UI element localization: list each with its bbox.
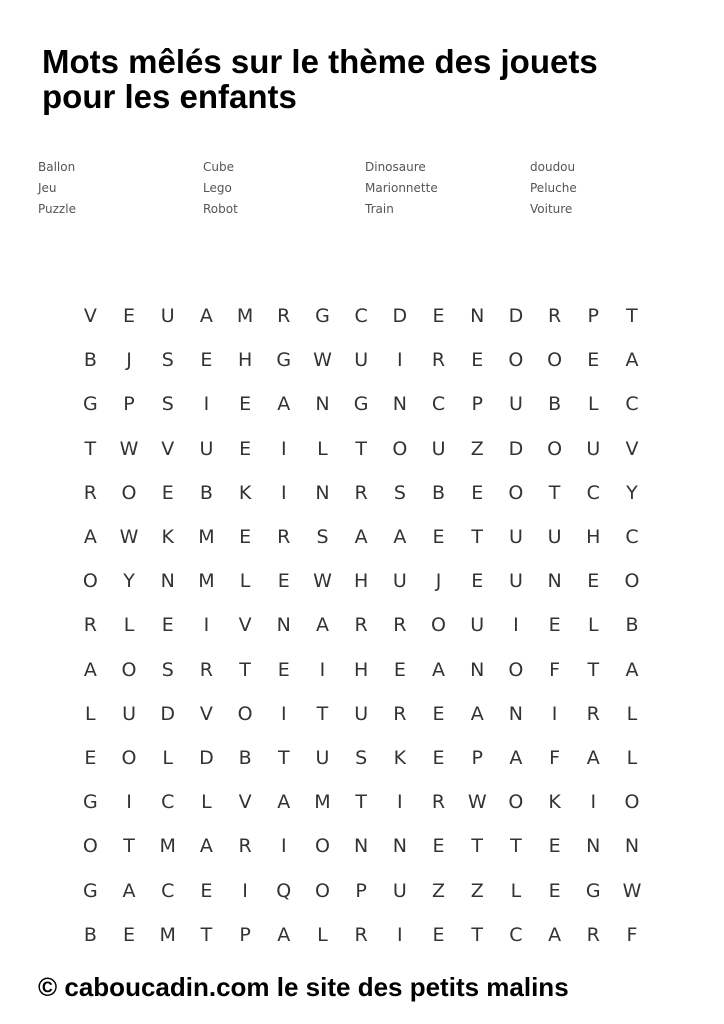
grid-letter: A <box>83 526 97 549</box>
grid-letter: B <box>548 393 562 416</box>
grid-letter: E <box>587 349 600 372</box>
grid-letter: E <box>277 570 290 593</box>
grid-letter: M <box>198 526 215 549</box>
grid-letter: R <box>354 923 368 946</box>
grid-letter: J <box>435 570 442 593</box>
grid-letter: N <box>470 305 485 328</box>
grid-letter: R <box>547 305 562 328</box>
grid-letter: E <box>432 923 445 946</box>
grid-letter: A <box>199 305 213 328</box>
grid-letter: N <box>392 835 407 858</box>
grid-letter: E <box>239 393 252 416</box>
grid-letter: E <box>84 746 97 769</box>
grid-letter: U <box>508 393 523 416</box>
grid-letter: D <box>199 746 214 769</box>
grid-letter: H <box>354 658 369 681</box>
grid-letter: B <box>625 614 639 637</box>
word-item: Puzzle <box>38 202 76 216</box>
grid-letter: C <box>625 393 639 416</box>
grid-letter: J <box>126 349 132 372</box>
grid-letter: R <box>431 349 446 372</box>
grid-letter: T <box>316 702 329 725</box>
grid-letter: T <box>510 835 522 858</box>
grid-letter: E <box>200 879 213 902</box>
grid-letter: E <box>123 305 136 328</box>
grid-letter: T <box>239 658 251 681</box>
grid-letter: E <box>161 614 174 637</box>
grid-letter: E <box>471 570 484 593</box>
grid-letter: M <box>159 835 176 858</box>
grid-letter: C <box>431 393 446 416</box>
grid-letter: U <box>470 614 485 637</box>
grid-letter: I <box>280 835 287 858</box>
grid-letter: L <box>123 614 135 637</box>
grid-letter: N <box>508 702 524 725</box>
grid-letter: C <box>161 879 175 902</box>
grid-letter: O <box>237 702 253 725</box>
grid-letter: D <box>392 305 408 328</box>
grid-letter: L <box>317 437 328 460</box>
grid-letter: D <box>160 702 176 725</box>
grid-letter: I <box>203 614 210 637</box>
grid-letter: U <box>122 702 136 725</box>
grid-letter: U <box>315 746 330 769</box>
grid-letter: B <box>83 349 97 372</box>
grid-letter: M <box>236 305 254 328</box>
word-item: Lego <box>203 181 232 195</box>
grid-letter: S <box>161 393 174 416</box>
grid-letter: R <box>393 702 407 725</box>
grid-letter: C <box>586 481 600 504</box>
grid-letter: E <box>432 305 445 328</box>
grid-letter: Y <box>626 481 638 504</box>
grid-letter: P <box>587 305 600 328</box>
grid-letter: M <box>159 923 176 946</box>
grid-letter: U <box>160 305 175 328</box>
grid-letter: S <box>161 349 174 372</box>
grid-letter: A <box>315 614 329 637</box>
word-list <box>38 160 698 223</box>
grid-letter: R <box>199 658 213 681</box>
grid-letter: O <box>508 791 524 814</box>
grid-letter: R <box>586 923 600 946</box>
grid-letter: R <box>83 481 97 504</box>
grid-letter: A <box>83 658 97 681</box>
grid-letter: D <box>508 437 524 460</box>
grid-letter: N <box>315 481 330 504</box>
grid-letter: E <box>432 835 445 858</box>
word-item: Ballon <box>38 160 76 174</box>
grid-letter: I <box>397 791 403 814</box>
grid-letter: O <box>82 835 98 858</box>
grid-letter: T <box>355 437 367 460</box>
grid-letter: O <box>508 658 524 681</box>
grid-letter: S <box>393 481 406 504</box>
grid-letter: G <box>353 393 369 416</box>
grid-letter: T <box>471 526 484 549</box>
grid-letter: T <box>123 835 135 858</box>
grid-letter: L <box>510 879 522 902</box>
grid-letter: G <box>82 879 98 902</box>
grid-letter: A <box>277 393 291 416</box>
grid-letter: E <box>471 481 484 504</box>
grid-letter: U <box>431 437 446 460</box>
grid-letter: V <box>238 614 252 637</box>
grid-letter: S <box>161 658 174 681</box>
grid-letter: T <box>548 481 561 504</box>
grid-letter: A <box>277 791 291 814</box>
grid-letter: K <box>393 746 407 769</box>
grid-letter: E <box>432 526 445 549</box>
grid-letter: U <box>392 570 407 593</box>
grid-letter: N <box>547 570 562 593</box>
grid-letter: R <box>586 702 600 725</box>
grid-letter: E <box>123 923 136 946</box>
grid-letter: L <box>85 702 96 725</box>
grid-letter: L <box>162 746 174 769</box>
grid-letter: W <box>313 570 332 593</box>
grid-letter: R <box>393 614 407 637</box>
grid-letter: L <box>587 393 599 416</box>
grid-letter: E <box>277 658 290 681</box>
grid-letter: I <box>590 791 597 814</box>
grid-letter: H <box>237 349 253 372</box>
grid-letter: A <box>122 879 136 902</box>
letter-grid <box>71 294 654 957</box>
grid-letter: O <box>547 349 563 372</box>
grid-letter: T <box>471 923 484 946</box>
grid-letter: P <box>471 746 483 769</box>
grid-letter: E <box>432 746 445 769</box>
grid-letter: E <box>200 349 213 372</box>
grid-letter: C <box>625 526 639 549</box>
grid-letter: I <box>513 614 519 637</box>
grid-letter: G <box>585 879 601 902</box>
grid-letter: U <box>547 526 562 549</box>
grid-letter: O <box>121 746 137 769</box>
word-item: Marionnette <box>365 181 438 195</box>
title-line-1: Mots mêlés sur le thème des jouets <box>42 43 598 80</box>
grid-letter: V <box>199 702 213 725</box>
grid-letter: K <box>548 791 561 814</box>
grid-letter: M <box>314 791 331 814</box>
grid-letter: O <box>121 481 137 504</box>
grid-letter: I <box>397 349 403 372</box>
grid-letter: I <box>280 481 287 504</box>
grid-letter: E <box>548 614 561 637</box>
grid-letter: A <box>509 746 523 769</box>
grid-letter: F <box>549 746 561 769</box>
grid-letter: U <box>392 879 407 902</box>
grid-letter: V <box>161 437 175 460</box>
page-title <box>42 44 702 114</box>
grid-letter: R <box>83 614 97 637</box>
grid-letter: A <box>432 658 446 681</box>
grid-letter: I <box>551 702 558 725</box>
grid-letter: R <box>277 305 291 328</box>
grid-letter: A <box>354 526 368 549</box>
word-item: Robot <box>203 202 238 216</box>
grid-letter: N <box>470 658 485 681</box>
grid-letter: U <box>508 570 523 593</box>
grid-letter: I <box>280 437 287 460</box>
title-line-2: pour les enfants <box>42 78 297 115</box>
grid-letter: A <box>625 658 639 681</box>
grid-letter: R <box>431 791 446 814</box>
grid-letter: A <box>199 835 213 858</box>
footer-credit: © caboucadin.com le site des petits malins <box>38 972 569 1002</box>
grid-letter: N <box>586 835 601 858</box>
grid-letter: W <box>119 526 139 549</box>
grid-letter: I <box>242 879 248 902</box>
grid-letter: N <box>160 570 175 593</box>
grid-letter: O <box>508 481 524 504</box>
grid-letter: I <box>319 658 326 681</box>
grid-letter: C <box>509 923 523 946</box>
grid-letter: O <box>121 658 137 681</box>
grid-letter: U <box>354 349 369 372</box>
grid-letter: B <box>199 481 213 504</box>
grid-letter: Z <box>470 437 484 460</box>
grid-letter: L <box>239 570 251 593</box>
grid-letter: E <box>471 349 484 372</box>
grid-letter: N <box>354 835 369 858</box>
grid-letter: U <box>586 437 601 460</box>
grid-letter: A <box>393 526 407 549</box>
word-item: Voiture <box>530 202 573 216</box>
grid-letter: P <box>471 393 483 416</box>
grid-letter: U <box>199 437 214 460</box>
grid-letter: W <box>313 349 332 372</box>
grid-letter: O <box>508 349 524 372</box>
grid-letter: A <box>625 349 639 372</box>
grid-letter: V <box>625 437 639 460</box>
grid-letter: B <box>83 923 97 946</box>
grid-letter: P <box>123 393 135 416</box>
grid-letter: T <box>277 746 290 769</box>
grid-letter: G <box>276 349 292 372</box>
grid-letter: W <box>622 879 642 902</box>
grid-letter: O <box>624 791 640 814</box>
grid-letter: L <box>317 923 328 946</box>
grid-letter: O <box>82 570 98 593</box>
grid-letter: K <box>161 526 174 549</box>
grid-letter: T <box>626 305 638 328</box>
grid-letter: R <box>277 526 291 549</box>
grid-letter: I <box>397 923 403 946</box>
grid-letter: Z <box>432 879 446 902</box>
grid-letter: C <box>354 305 368 328</box>
grid-letter: K <box>238 481 252 504</box>
grid-letter: U <box>354 702 369 725</box>
grid-letter: A <box>277 923 291 946</box>
grid-letter: V <box>83 305 97 328</box>
grid-letter: O <box>392 437 408 460</box>
grid-letter: I <box>126 791 132 814</box>
grid-letter: S <box>316 526 329 549</box>
grid-letter: E <box>548 835 561 858</box>
grid-letter: E <box>161 481 174 504</box>
grid-letter: R <box>354 614 368 637</box>
grid-letter: T <box>587 658 600 681</box>
grid-letter: U <box>508 526 523 549</box>
grid-letter: I <box>280 702 287 725</box>
word-item: Jeu <box>38 181 57 195</box>
grid-letter: F <box>626 923 638 946</box>
grid-letter: A <box>586 746 600 769</box>
grid-letter: V <box>238 791 252 814</box>
grid-letter: T <box>200 923 213 946</box>
grid-letter: P <box>355 879 367 902</box>
grid-letter: B <box>238 746 252 769</box>
grid-letter: O <box>547 437 563 460</box>
grid-letter: C <box>161 791 175 814</box>
grid-letter: M <box>198 570 215 593</box>
word-item: Cube <box>203 160 234 174</box>
grid-letter: H <box>354 570 369 593</box>
grid-letter: B <box>432 481 446 504</box>
grid-letter: E <box>393 658 406 681</box>
grid-letter: L <box>626 702 638 725</box>
word-item: Train <box>365 202 394 216</box>
grid-letter: O <box>431 614 447 637</box>
grid-letter: H <box>586 526 601 549</box>
word-item: Peluche <box>530 181 577 195</box>
grid-letter: O <box>314 879 330 902</box>
grid-letter: P <box>239 923 251 946</box>
grid-letter: T <box>84 437 97 460</box>
grid-letter: A <box>470 702 484 725</box>
grid-letter: W <box>119 437 139 460</box>
grid-letter: S <box>355 746 368 769</box>
grid-letter: R <box>238 835 252 858</box>
grid-letter: N <box>624 835 640 858</box>
grid-letter: Y <box>123 570 135 593</box>
grid-letter: N <box>392 393 407 416</box>
grid-letter: O <box>624 570 640 593</box>
grid-letter: D <box>508 305 524 328</box>
grid-letter: L <box>626 746 638 769</box>
grid-letter: N <box>276 614 291 637</box>
grid-letter: E <box>239 437 252 460</box>
grid-letter: O <box>314 835 330 858</box>
grid-letter: Z <box>470 879 484 902</box>
grid-letter: E <box>239 526 252 549</box>
grid-letter: E <box>587 570 600 593</box>
grid-letter: R <box>354 481 368 504</box>
grid-letter: Q <box>276 879 292 902</box>
grid-letter: F <box>549 658 561 681</box>
grid-letter: E <box>548 879 561 902</box>
grid-letter: T <box>355 791 367 814</box>
grid-letter: G <box>82 393 98 416</box>
grid-letter: A <box>548 923 562 946</box>
grid-letter: T <box>471 835 484 858</box>
grid-letter: L <box>201 791 212 814</box>
grid-letter: G <box>82 791 98 814</box>
grid-letter: N <box>315 393 330 416</box>
grid-letter: W <box>467 791 487 814</box>
grid-letter: E <box>432 702 445 725</box>
grid-letter: I <box>203 393 210 416</box>
word-item: Dinosaure <box>365 160 426 174</box>
grid-letter: L <box>587 614 599 637</box>
word-item: doudou <box>530 160 576 174</box>
grid-letter: G <box>315 305 330 328</box>
